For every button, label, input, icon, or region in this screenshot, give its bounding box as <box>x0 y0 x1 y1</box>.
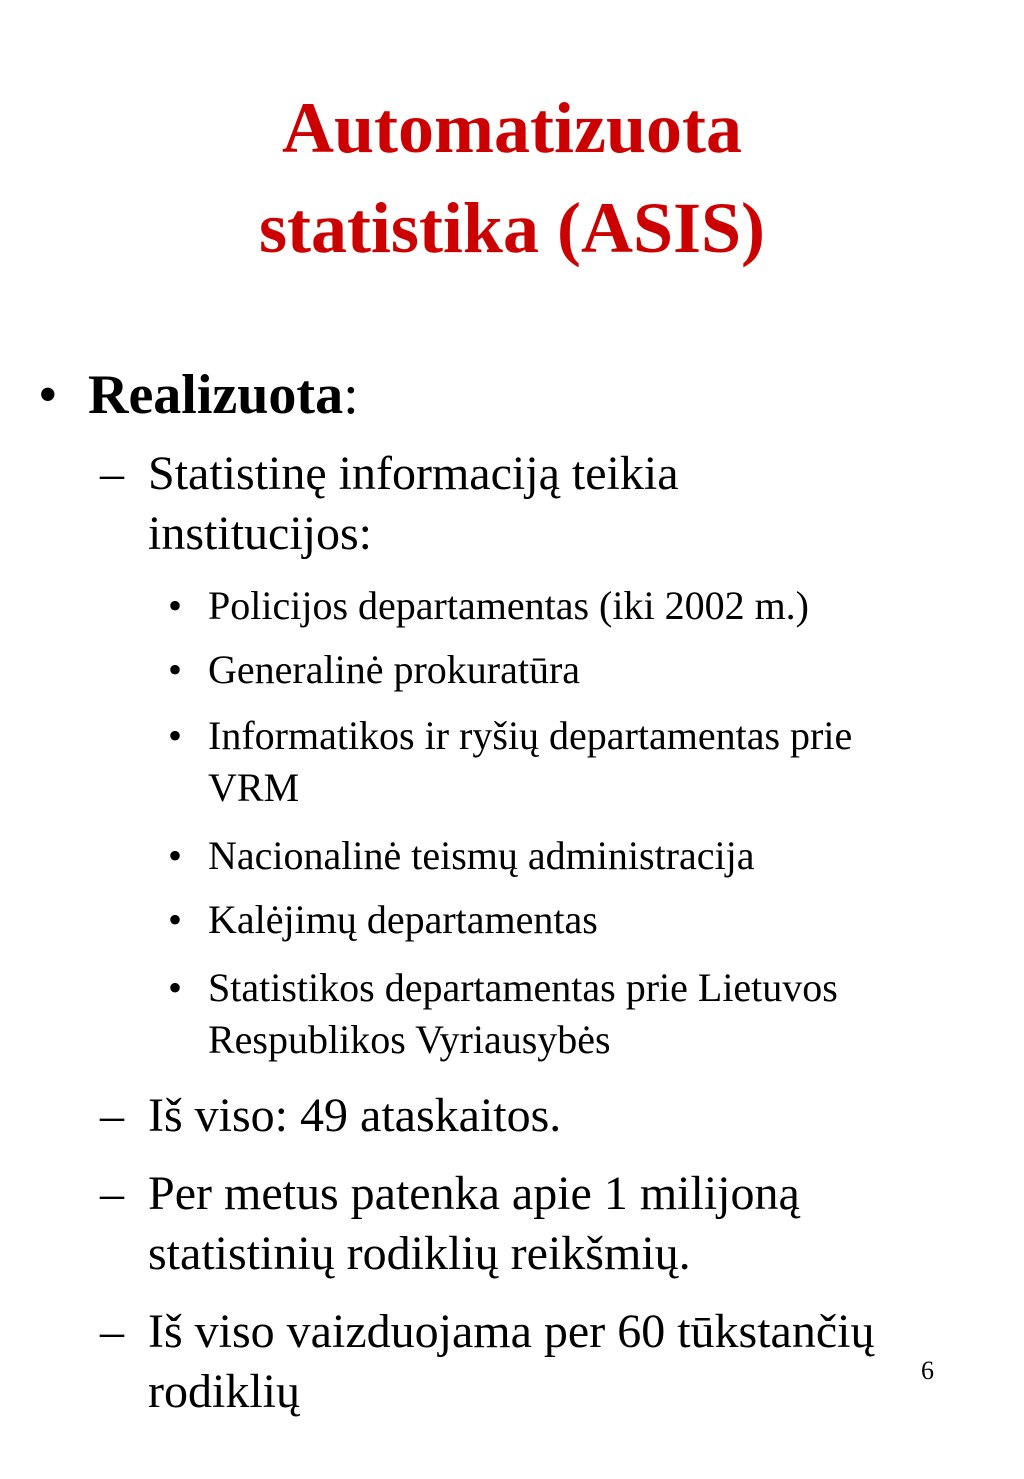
dash-marker: – <box>100 1305 124 1358</box>
institution-item <box>168 894 968 946</box>
sub-item-line-1: Iš viso vaizduojama per 60 tūkstančių <box>148 1305 875 1358</box>
bullet-marker: • <box>168 647 183 692</box>
slide-title-line-1: Automatizuota <box>282 88 742 168</box>
bullet-marker: • <box>168 897 183 942</box>
institution-line-2: Respublikos Vyriausybės <box>208 1017 611 1062</box>
sub-item-report-count <box>100 1086 980 1146</box>
bullet-marker: • <box>168 833 183 878</box>
institution-item <box>168 644 968 696</box>
sub-item-sources <box>100 444 980 564</box>
sub-item-line-1: Statistinę informaciją teikia <box>148 447 679 500</box>
sub-item-line-2: rodiklių <box>148 1365 300 1418</box>
bullet-marker: • <box>168 713 183 758</box>
institution-item <box>168 962 968 1066</box>
institution-line-1: Policijos departamentas (iki 2002 m.) <box>208 583 809 628</box>
dash-marker: – <box>100 1089 124 1142</box>
page-number: 6 <box>921 1356 934 1385</box>
main-bullet-item <box>38 360 359 430</box>
dash-marker: – <box>100 447 124 500</box>
institution-item <box>168 580 968 632</box>
slide-title <box>0 78 1024 278</box>
institution-item <box>168 710 968 814</box>
sub-item-line-2: statistinių rodiklių reikšmių. <box>148 1227 691 1280</box>
sub-item-yearly-values <box>100 1164 980 1284</box>
bullet-marker: • <box>168 583 183 628</box>
institution-line-1: Nacionalinė teismų administracija <box>208 833 755 878</box>
institution-line-2: VRM <box>208 765 300 810</box>
sub-item-text <box>148 444 980 564</box>
sub-item-line-1: Per metus patenka apie 1 milijoną <box>148 1167 800 1220</box>
dash-marker: – <box>100 1167 124 1220</box>
bullet-marker: • <box>38 364 58 426</box>
institution-line-1: Generalinė prokuratūra <box>208 647 581 692</box>
sub-item-line-1: Iš viso: 49 ataskaitos. <box>148 1089 562 1142</box>
institution-item <box>168 830 968 882</box>
institution-line-1: Informatikos ir ryšių departamentas prie <box>208 713 853 758</box>
institution-line-1: Kalėjimų departamentas <box>208 897 598 942</box>
main-bullet-suffix: : <box>343 364 359 426</box>
bullet-marker: • <box>168 965 183 1010</box>
main-bullet-text <box>88 360 359 430</box>
sub-item-indicator-total <box>100 1302 980 1422</box>
main-bullet-bold-text: Realizuota <box>88 364 344 426</box>
slide-title-line-2: statistika (ASIS) <box>258 188 766 268</box>
institution-line-1: Statistikos departamentas prie Lietuvos <box>208 965 838 1010</box>
sub-item-line-2: institucijos: <box>148 507 373 560</box>
